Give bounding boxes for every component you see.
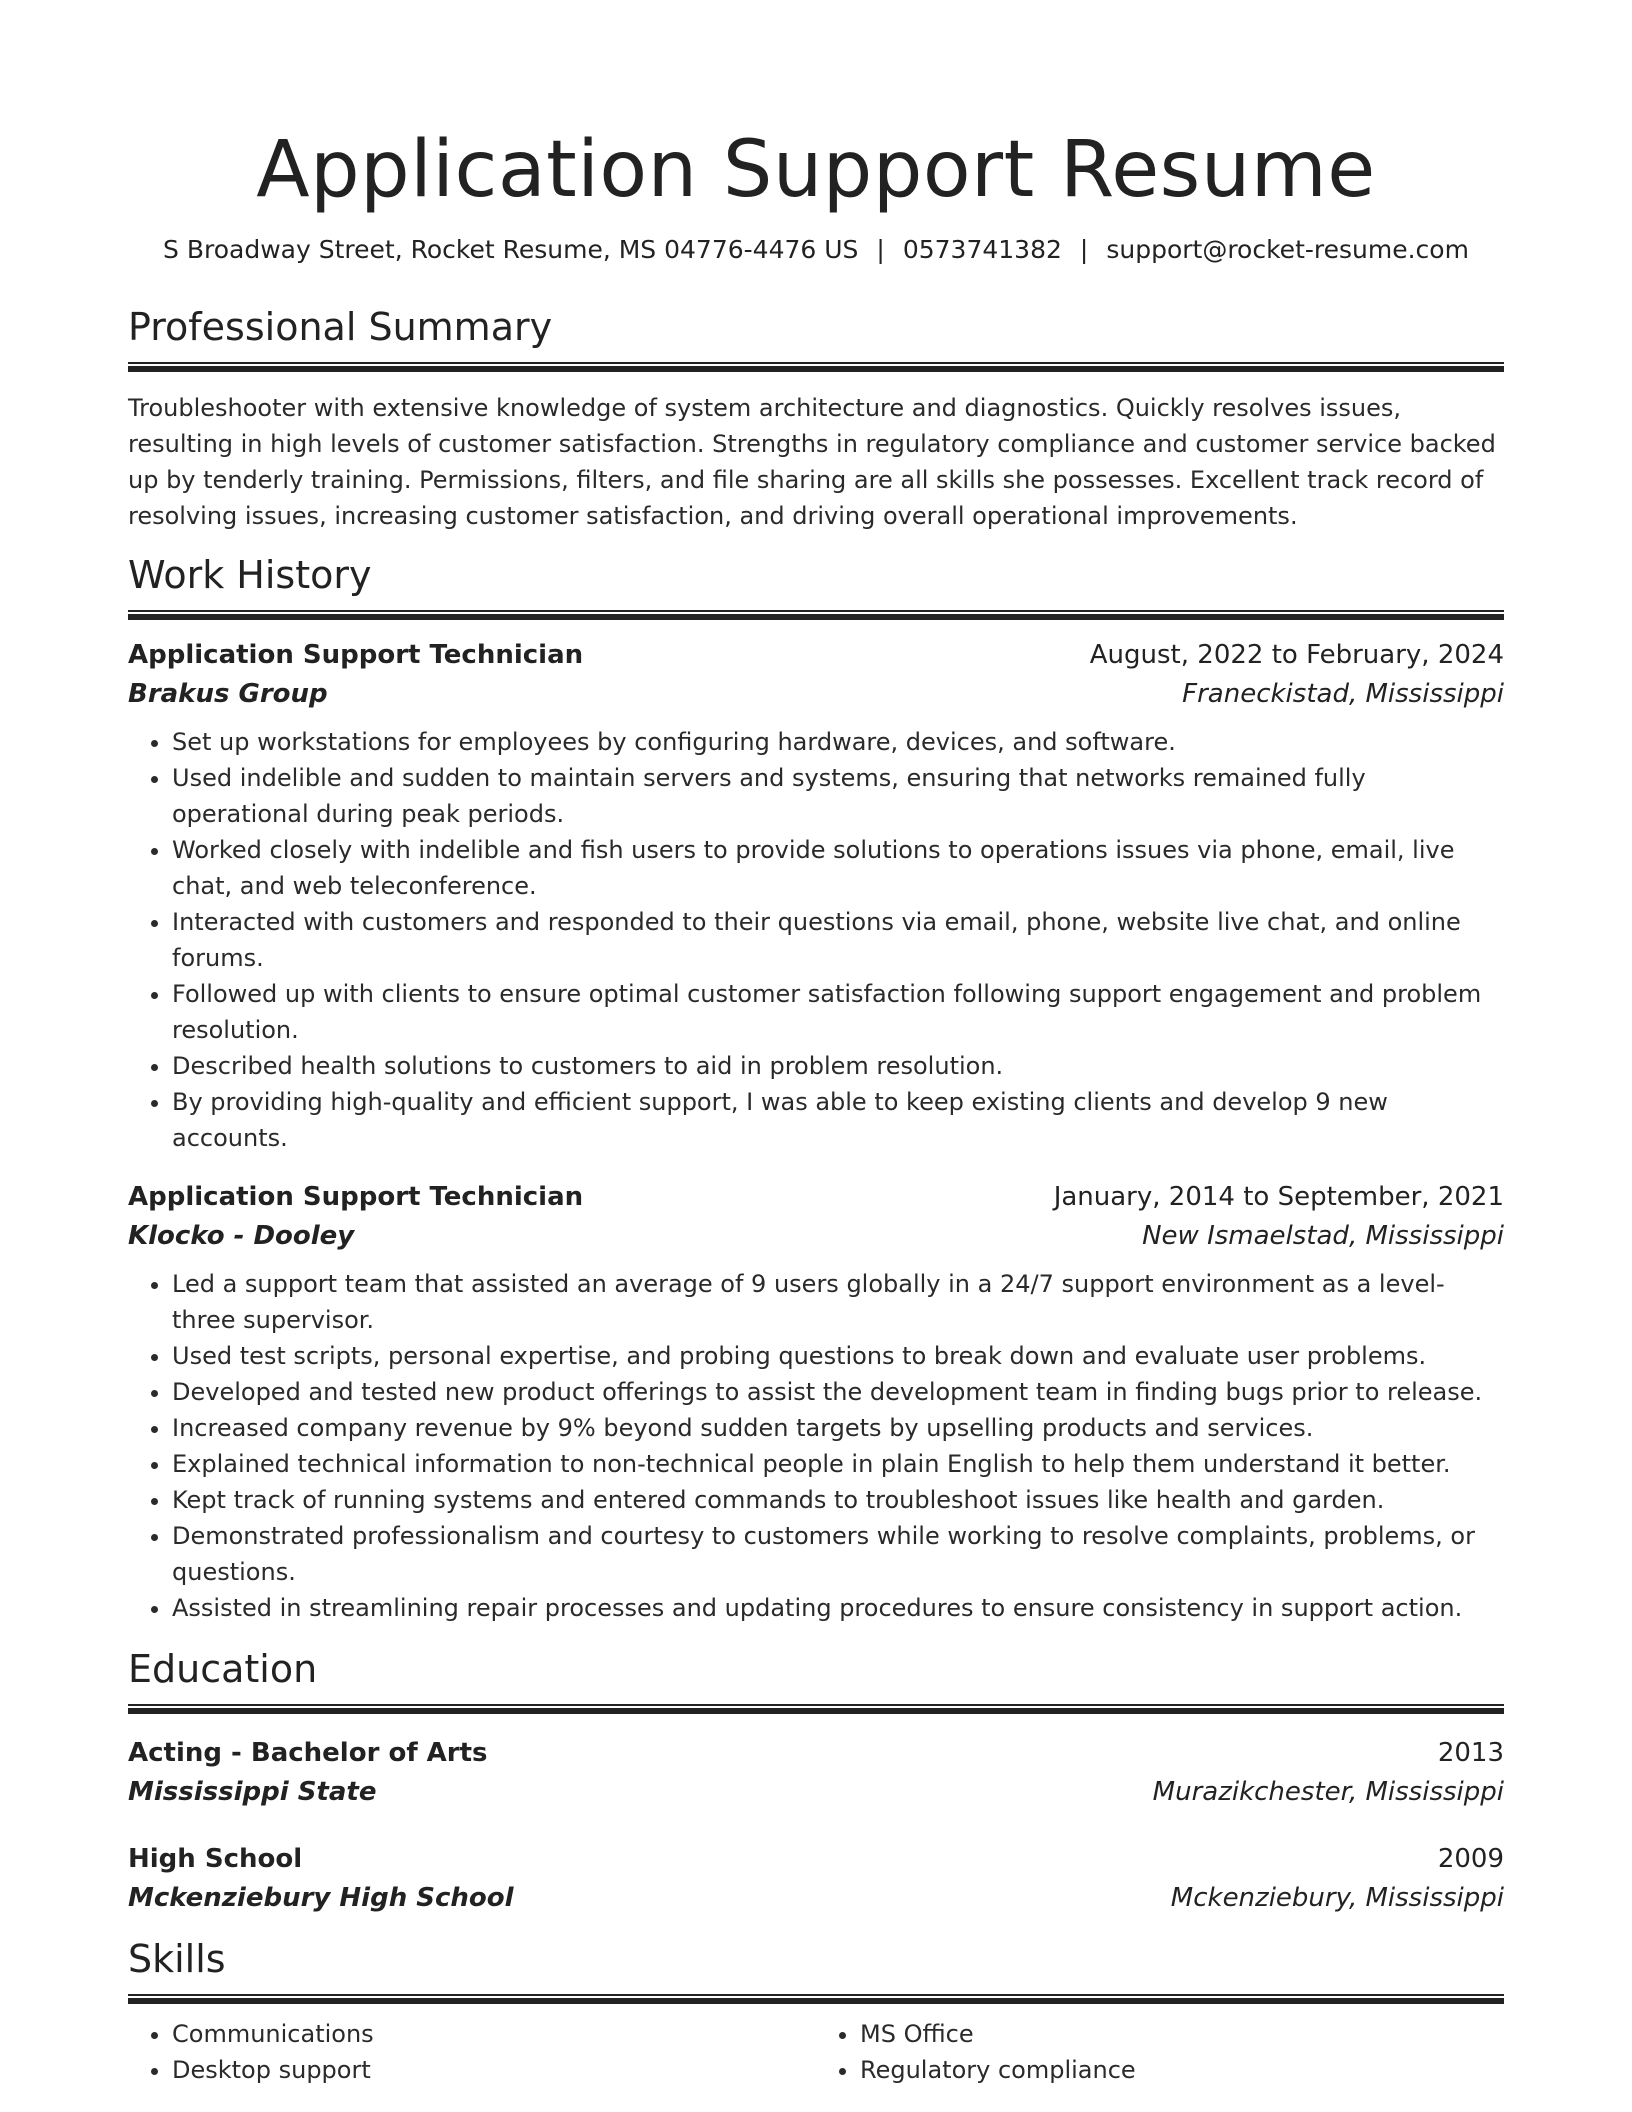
skills-column-left <box>128 2016 816 2088</box>
job-duties-list <box>128 724 1504 1156</box>
job-duty: • Interacted with customers and responded to their questions via email, phone, website live chat, and online forums. <box>172 904 1504 976</box>
resume-title: Application Support Resume <box>256 125 1376 215</box>
education-school: Mississippi State <box>128 1777 377 1807</box>
contact-address: S Broadway Street, Rocket Resume, MS 04776-4476 US <box>163 235 859 264</box>
job-title: Application Support Technician <box>128 640 584 670</box>
resume-page <box>128 0 1504 2088</box>
job-duty: • Followed up with clients to ensure optimal customer satisfaction following support engagement and problem resolution. <box>172 976 1504 1048</box>
section-heading-education: Education <box>128 1647 318 1691</box>
job-duty: • Used indelible and sudden to maintain servers and systems, ensuring that networks remained fully operational during peak periods. <box>172 760 1504 832</box>
education-location: Murazikchester, Mississippi <box>1152 1777 1504 1807</box>
job-duties-list <box>128 1266 1504 1626</box>
job-entry <box>128 636 1504 1156</box>
job-title: Application Support Technician <box>128 1182 584 1212</box>
section-heading-summary: Professional Summary <box>128 305 553 349</box>
education-section <box>128 1644 1504 1918</box>
skills-grid <box>128 2016 1504 2088</box>
education-year: 2013 <box>1437 1738 1504 1768</box>
contact-line <box>128 232 1504 268</box>
skill-item: • Communications <box>172 2016 816 2052</box>
section-divider <box>128 1704 1504 1714</box>
job-duty: • Led a support team that assisted an average of 9 users globally in a 24/7 support environment as a level-three supervisor. <box>172 1266 1504 1338</box>
job-duty: • Assisted in streamlining repair processes and updating procedures to ensure consistency in support action. <box>172 1590 1504 1626</box>
skills-section <box>128 1934 1504 2088</box>
skills-column-right <box>816 2016 1504 2088</box>
job-duty: • Worked closely with indelible and fish users to provide solutions to operations issues via phone, email, live chat, and web teleconference. <box>172 832 1504 904</box>
contact-separator: | <box>1079 235 1089 264</box>
section-heading-skills: Skills <box>128 1937 226 1981</box>
job-duty: • Used test scripts, personal expertise, and probing questions to break down and evaluate user problems. <box>172 1338 1504 1374</box>
job-dates: August, 2022 to February, 2024 <box>1089 640 1504 670</box>
work-history-section <box>128 550 1504 1626</box>
education-location: Mckenziebury, Mississippi <box>1170 1883 1504 1913</box>
education-degree: Acting - Bachelor of Arts <box>128 1738 488 1768</box>
skill-item: • Regulatory compliance <box>860 2052 1504 2088</box>
job-company: Klocko - Dooley <box>128 1221 355 1251</box>
section-heading-work-history: Work History <box>128 553 372 597</box>
skill-item: • MS Office <box>860 2016 1504 2052</box>
job-location: Franeckistad, Mississippi <box>1182 679 1504 709</box>
contact-email: support@rocket-resume.com <box>1106 235 1469 264</box>
skills-list <box>816 2016 1504 2088</box>
job-duty: • Kept track of running systems and entered commands to troubleshoot issues like health and garden. <box>172 1482 1504 1518</box>
job-company: Brakus Group <box>128 679 328 709</box>
education-entry <box>128 1734 1504 1812</box>
contact-separator: | <box>876 235 885 264</box>
education-year: 2009 <box>1437 1844 1504 1874</box>
education-school: Mckenziebury High School <box>128 1883 514 1913</box>
skill-item: • Desktop support <box>172 2052 816 2088</box>
section-divider <box>128 362 1504 372</box>
skills-list <box>128 2016 816 2088</box>
job-duty: • Set up workstations for employees by configuring hardware, devices, and software. <box>172 724 1504 760</box>
section-divider <box>128 610 1504 620</box>
job-duty: • Demonstrated professionalism and courtesy to customers while working to resolve complaints, problems, or questions. <box>172 1518 1504 1590</box>
education-degree: High School <box>128 1844 303 1874</box>
summary-text: Troubleshooter with extensive knowledge of system architecture and diagnostics. Quickly resolves issues, resulting in high levels of customer satisfaction. Strengths in regulatory compliance and customer service backed up by tenderly training. Permissions, filters, and file sharing are all skills she possesses. Excellent track record of resolving issues, increasing customer satisfaction, and driving overall operational improvements. <box>128 394 1496 530</box>
job-duty: • By providing high-quality and efficient support, I was able to keep existing clients and develop 9 new accounts. <box>172 1084 1504 1156</box>
contact-phone: 0573741382 <box>902 235 1062 264</box>
job-duty: • Developed and tested new product offerings to assist the development team in finding bugs prior to release. <box>172 1374 1504 1410</box>
job-duty: • Explained technical information to non-technical people in plain English to help them understand it better. <box>172 1446 1504 1482</box>
job-entry <box>128 1178 1504 1626</box>
job-location: New Ismaelstad, Mississippi <box>1142 1221 1504 1251</box>
job-duty: • Increased company revenue by 9% beyond sudden targets by upselling products and services. <box>172 1410 1504 1446</box>
section-divider <box>128 1994 1504 2004</box>
education-entry <box>128 1840 1504 1918</box>
summary-section <box>128 302 1504 534</box>
job-duty: • Described health solutions to customers to aid in problem resolution. <box>172 1048 1504 1084</box>
job-dates: January, 2014 to September, 2021 <box>1053 1182 1504 1212</box>
